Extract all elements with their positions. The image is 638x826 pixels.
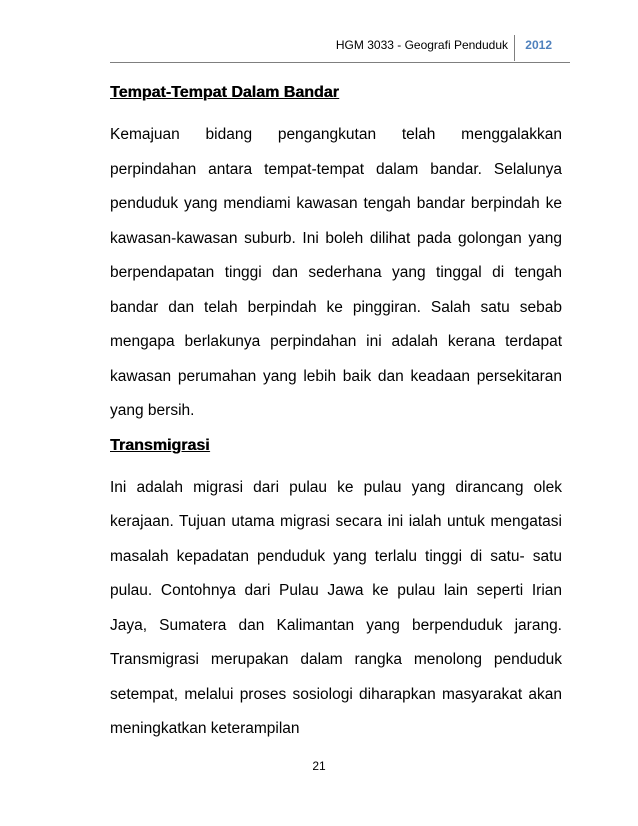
section-paragraph-transmigrasi: Ini adalah migrasi dari pulau ke pulau yang dirancang olek kerajaan. Tujuan utama migrasi secara ini ialah untuk mengatasi masalah kepadatan penduduk yang terlalu tinggi di satu- satu pulau. Contohnya dari Pulau Jawa ke pulau lain seperti Irian Jaya, Sumatera dan Kalimantan yang berpenduduk jarang. Transmigrasi merupakan dalam rangka menolong penduduk setempat, melalui proses sosiologi diharapkan masyarakat akan meningkatkan keterampilan xyxy=(110,478,562,737)
page-number: 21 xyxy=(312,759,326,773)
header-rule xyxy=(110,62,570,63)
header-title: HGM 3033 - Geografi Penduduk xyxy=(335,38,508,52)
section-heading-transmigrasi: Transmigrasi xyxy=(110,436,210,454)
section-heading-tempat-tempat: Tempat-Tempat Dalam Bandar xyxy=(110,84,339,101)
section-paragraph-tempat-tempat: Kemajuan bidang pengangkutan telah menggalakkan perpindahan antara tempat-tempat dalam bandar. Selalunya penduduk yang mendiami kawasan tengah bandar berpindah ke kawasan-kawasan suburb. Ini boleh dilihat pada golongan yang berpendapatan tinggi dan sederhana yang tinggal di tengah bandar dan telah berpindah ke pinggiran. Salah satu sebab mengapa berlakunya perpindahan ini adalah kerana terdapat kawasan perumahan yang lebih baik dan keadaan persekitaran yang bersih. xyxy=(110,126,562,419)
page-header xyxy=(110,35,570,63)
header-divider xyxy=(514,35,515,61)
document-body xyxy=(110,84,562,747)
header-year: 2012 xyxy=(525,38,552,52)
